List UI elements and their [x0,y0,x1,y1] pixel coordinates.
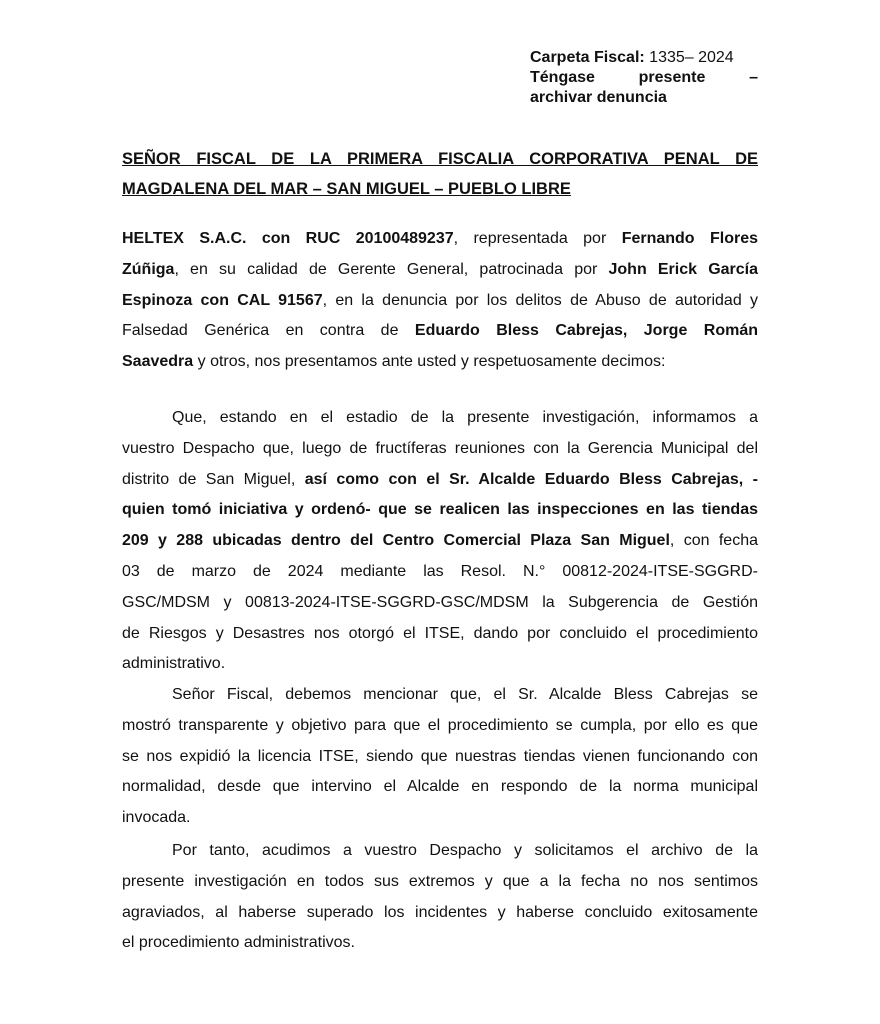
case-number-line [530,48,758,68]
representative-surname: Zúñiga [122,260,175,278]
representative-name: Fernando Flores [621,230,758,247]
sumilla-word-2: presente [638,69,706,86]
p1-store-location: 209 y 288 ubicadas dentro del Centro Comercial Plaza San Miguel [122,532,670,550]
sumilla-dash: – [749,69,758,86]
p3-line-1: Por tanto, acudimos a vuestro Despacho y solicitamos el archivo de la [172,842,758,859]
case-reference-block [530,48,758,108]
p1-text: distrito de San Miguel, [122,470,305,488]
sumilla-word-1: Téngase [530,69,595,86]
p3-line-2: presente investigación en todos sus extremos y que a la fecha no nos sentimos [122,872,758,890]
body-paragraph-3 [122,836,758,959]
p3-line-4: el procedimiento administrativos. [122,934,355,952]
addressee-line-1: SEÑOR FISCAL DE LA PRIMERA FISCALIA CORPORATIVA PENAL DE [122,150,758,168]
p2-line-3: se nos expidió la licencia ITSE, siendo que nuestras tiendas vienen funcionando con [122,747,758,765]
p1-line-7: GSC/MDSM y 00813-2024-ITSE-SGGRD-GSC/MDSM la Subgerencia de Gestión [122,593,758,611]
addressee-heading [122,144,758,204]
case-number-value: 1335– 2024 [649,49,734,66]
case-number-label: Carpeta Fiscal: [530,49,645,66]
accused-names: Eduardo Bless Cabrejas, Jorge Román [414,322,759,340]
intro-line-5 [122,347,758,378]
p1-line-2: vuestro Despacho que, luego de fructíferas reuniones con la Gerencia Municipal del [122,439,758,457]
intro-line-3 [122,286,758,317]
intro-text: , representada por [453,230,622,247]
p2-line-2: mostró transparente y objetivo para que el procedimiento se cumpla, por ello es que [122,716,758,734]
intro-text: , en su calidad de Gerente General, patrocinada por [174,260,609,278]
p1-line-6: 03 de marzo de 2024 mediante las Resol. N.° 00812-2024-ITSE-SGGRD- [122,562,758,580]
p1-line-8: de Riesgos y Desastres nos otorgó el ITSE, dando por concluido el procedimiento [122,624,758,642]
addressee-line-2: MAGDALENA DEL MAR – SAN MIGUEL – PUEBLO LIBRE [122,180,571,198]
intro-line-4 [122,316,758,347]
p1-line-5 [122,526,758,557]
lawyer-registration: Espinoza con CAL 91567 [122,291,323,309]
p1-bold-text: así como con el Sr. Alcalde Eduardo Bless Cabrejas, - [304,470,758,488]
intro-paragraph [122,224,758,378]
lawyer-name: John Erick García [608,260,759,278]
intro-text: , en la denuncia por los delitos de Abuso de autoridad y [322,291,758,309]
accused-surname: Saavedra [122,353,194,371]
intro-text: y otros, nos presentamos ante usted y respetuosamente decimos: [193,353,666,371]
sumilla-line-1 [530,68,758,88]
body-paragraph-2 [122,680,758,834]
p1-line-1: Que, estando en el estadio de la presente investigación, informamos a [172,409,758,426]
company-name: HELTEX S.A.C. con RUC 20100489237 [122,230,454,247]
p1-line-3 [122,465,758,496]
p1-text: , con fecha [669,532,758,550]
p3-line-3: agraviados, al haberse superado los incidentes y haberse concluido exitosamente [122,903,758,921]
p2-line-1: Señor Fiscal, debemos mencionar que, el Sr. Alcalde Bless Cabrejas se [172,686,758,703]
p2-line-5: invocada. [122,809,191,827]
sumilla-line-2: archivar denuncia [530,89,667,106]
intro-text: Falsedad Genérica en contra de [122,322,415,340]
body-paragraph-1 [122,403,758,680]
intro-line-1 [122,224,758,255]
p1-line-9: administrativo. [122,655,226,673]
p1-line-4: quien tomó iniciativa y ordenó- que se realicen las inspecciones en las tiendas [122,501,758,519]
p2-line-4: normalidad, desde que intervino el Alcalde en respondo de la norma municipal [122,778,758,796]
intro-line-2 [122,255,758,286]
